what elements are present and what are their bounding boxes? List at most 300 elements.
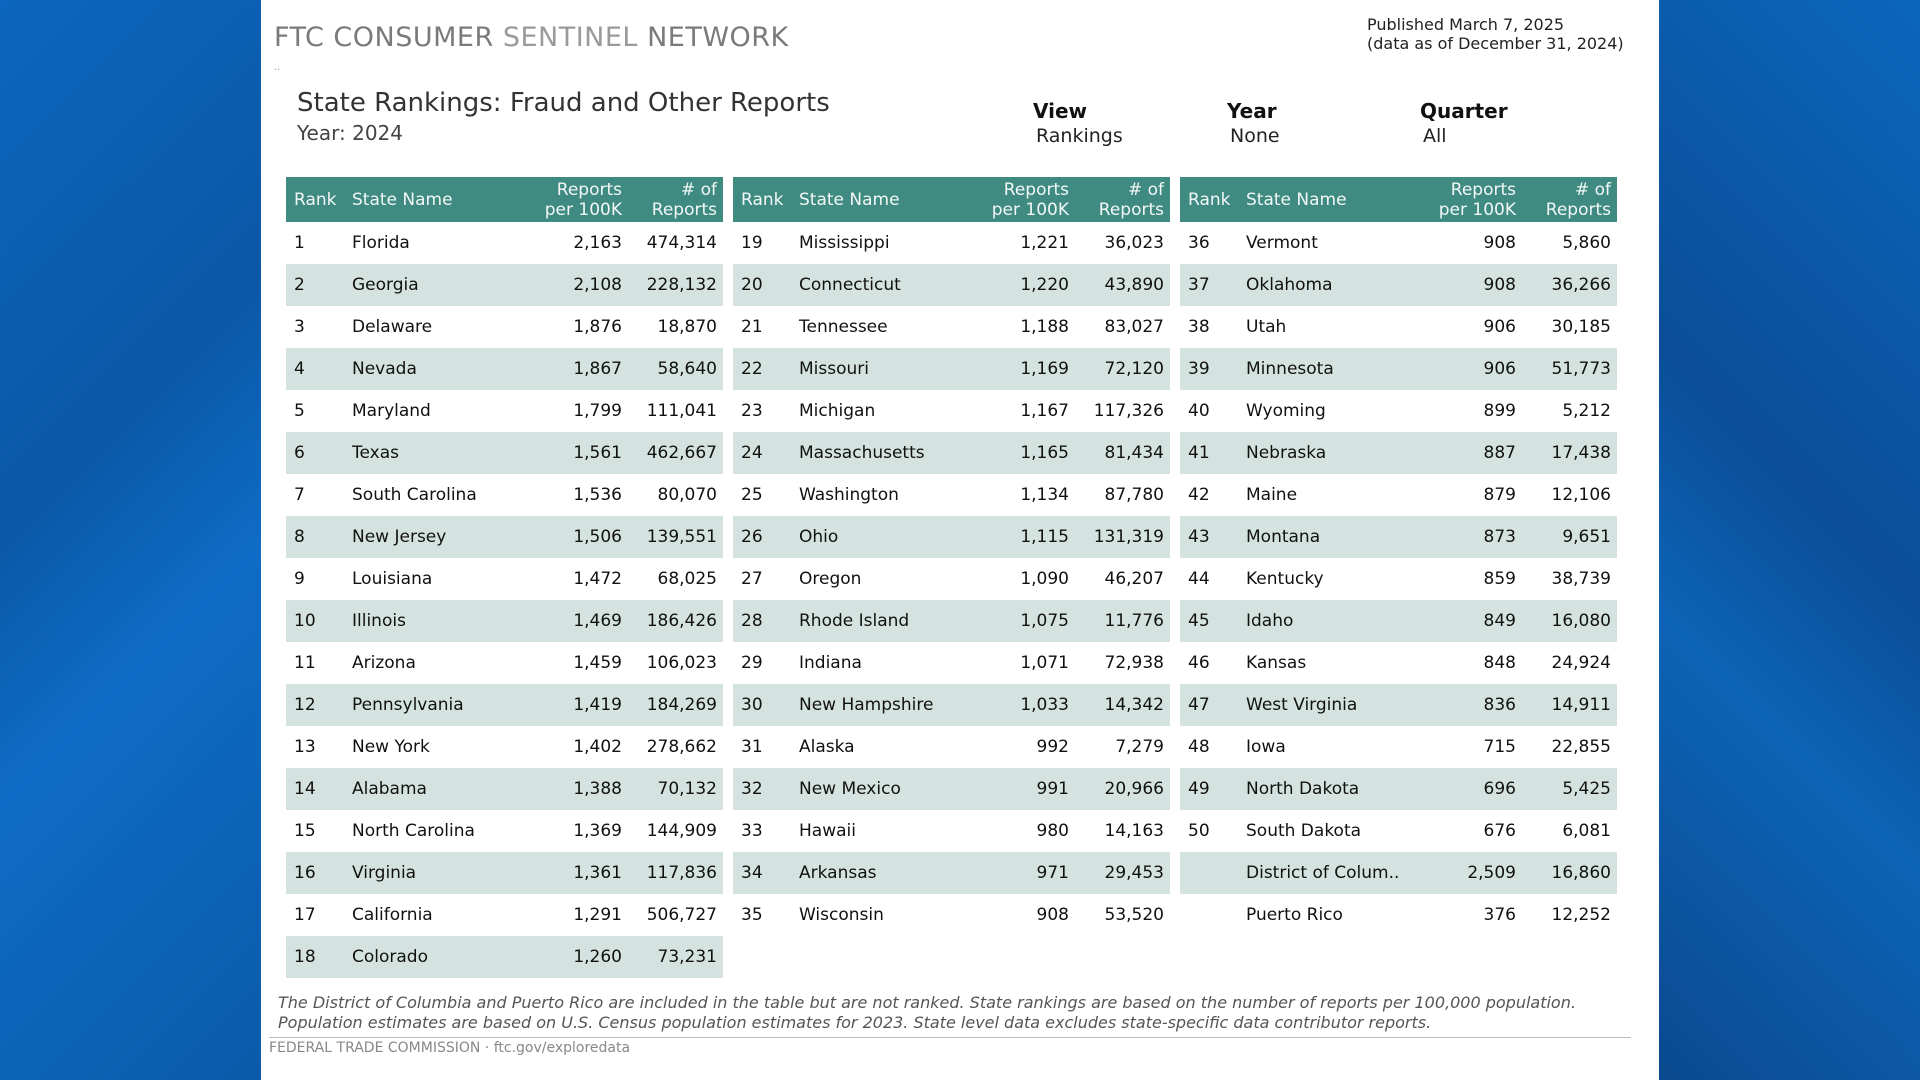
cell-number-of-reports: 106,023 — [646, 653, 717, 673]
cell-reports-per-100k: 1,188 — [1020, 317, 1069, 337]
cell-rank: 2 — [286, 264, 352, 306]
cell-rank: 8 — [286, 516, 352, 558]
header-number-of-reports[interactable] — [1075, 177, 1170, 222]
cell-state-name: Massachusetts — [799, 432, 969, 474]
header-number-of-reports-text: # of — [1127, 179, 1164, 200]
cell-number-of-reports: 14,342 — [1075, 684, 1170, 726]
header-rank[interactable] — [286, 177, 352, 222]
cell-number-of-reports: 73,231 — [628, 936, 723, 978]
cell-rank: 26 — [733, 516, 799, 558]
cell-number-of-reports: 12,106 — [1551, 485, 1611, 505]
table-row[interactable] — [286, 726, 723, 768]
cell-reports-per-100k: 676 — [1483, 821, 1516, 841]
cell-reports-per-100k: 715 — [1483, 737, 1516, 757]
cell-reports-per-100k: 1,472 — [573, 569, 622, 589]
cell-state-name: Minnesota — [1246, 348, 1416, 390]
table-row[interactable] — [286, 222, 723, 264]
cell-state-name: New York — [352, 737, 430, 757]
header-state-name[interactable] — [352, 177, 522, 222]
cell-reports-per-100k: 908 — [1416, 264, 1522, 306]
cell-rank: 16 — [286, 852, 352, 894]
table-row[interactable] — [733, 600, 1170, 642]
cell-rank — [1180, 894, 1246, 936]
cell-reports-per-100k: 1,402 — [573, 737, 622, 757]
cell-rank: 19 — [741, 233, 763, 253]
cell-rank: 34 — [733, 852, 799, 894]
cell-rank: 46 — [1188, 653, 1210, 673]
cell-rank: 42 — [1188, 485, 1210, 505]
cell-rank: 22 — [733, 348, 799, 390]
rankings-table-3 — [1180, 177, 1617, 936]
table-row[interactable] — [1180, 348, 1617, 390]
cell-reports-per-100k: 1,388 — [522, 768, 628, 810]
cell-rank: 30 — [733, 684, 799, 726]
cell-reports-per-100k: 1,075 — [969, 600, 1075, 642]
cell-rank: 32 — [733, 768, 799, 810]
cell-state-name: North Dakota — [1246, 768, 1416, 810]
cell-state-name: Iowa — [1246, 737, 1286, 757]
title-block — [297, 88, 830, 145]
table-row[interactable] — [733, 264, 1170, 306]
cell-rank: 21 — [741, 317, 763, 337]
cell-number-of-reports: 30,185 — [1551, 317, 1611, 337]
cell-rank: 33 — [741, 821, 763, 841]
cell-number-of-reports: 6,081 — [1562, 821, 1611, 841]
header-number-of-reports-text: Reports — [1098, 199, 1164, 220]
background-right — [1659, 0, 1920, 1080]
cell-number-of-reports: 72,938 — [1104, 653, 1164, 673]
cell-reports-per-100k: 980 — [1036, 821, 1069, 841]
cell-state-name: Indiana — [799, 653, 862, 673]
table-row[interactable] — [733, 642, 1170, 684]
table-row[interactable] — [1180, 222, 1617, 264]
cell-number-of-reports: 70,132 — [628, 768, 723, 810]
header-number-of-reports-text: # of — [1574, 179, 1611, 200]
cell-reports-per-100k: 1,169 — [969, 348, 1075, 390]
table-row[interactable] — [1180, 390, 1617, 432]
table-header-row — [286, 177, 723, 222]
cell-reports-per-100k: 991 — [969, 768, 1075, 810]
cell-state-name: Alabama — [352, 768, 522, 810]
rankings-table-2 — [733, 177, 1170, 936]
cell-number-of-reports: 117,326 — [1093, 401, 1164, 421]
background-left — [0, 0, 261, 1080]
cell-reports-per-100k: 1,090 — [1020, 569, 1069, 589]
cell-number-of-reports: 506,727 — [646, 905, 717, 925]
cell-number-of-reports: 278,662 — [646, 737, 717, 757]
cell-reports-per-100k: 859 — [1483, 569, 1516, 589]
table-row[interactable] — [1180, 432, 1617, 474]
published-date: Published March 7, 2025 — [1367, 15, 1565, 34]
cell-number-of-reports: 117,836 — [628, 852, 723, 894]
cell-rank: 17 — [294, 905, 316, 925]
cell-number-of-reports: 228,132 — [628, 264, 723, 306]
cell-state-name: Idaho — [1246, 600, 1416, 642]
page-subtitle: Year: 2024 — [297, 121, 403, 145]
header-reports-per-100k[interactable] — [969, 177, 1075, 222]
cell-state-name: District of Colum.. — [1246, 852, 1416, 894]
cell-reports-per-100k: 1,369 — [573, 821, 622, 841]
filter-quarter-value[interactable]: All — [1423, 125, 1447, 147]
cell-number-of-reports: 5,212 — [1562, 401, 1611, 421]
header-reports-per-100k-text: per 100K — [1438, 199, 1516, 220]
cell-state-name: South Carolina — [352, 485, 477, 505]
cell-number-of-reports: 139,551 — [628, 516, 723, 558]
cell-reports-per-100k: 849 — [1416, 600, 1522, 642]
cell-number-of-reports: 51,773 — [1522, 348, 1617, 390]
cell-number-of-reports: 80,070 — [657, 485, 717, 505]
cell-rank: 44 — [1188, 569, 1210, 589]
cell-reports-per-100k: 1,221 — [1020, 233, 1069, 253]
cell-number-of-reports: 111,041 — [646, 401, 717, 421]
cell-number-of-reports: 14,163 — [1104, 821, 1164, 841]
table-row[interactable] — [1180, 600, 1617, 642]
cell-number-of-reports: 12,252 — [1551, 905, 1611, 925]
cell-number-of-reports: 9,651 — [1522, 516, 1617, 558]
cell-rank: 36 — [1188, 233, 1210, 253]
cell-reports-per-100k: 1,536 — [573, 485, 622, 505]
brand-part3: NETWORK — [647, 22, 789, 53]
filter-view[interactable] — [1033, 99, 1123, 147]
cell-state-name: Georgia — [352, 264, 522, 306]
cell-number-of-reports: 11,776 — [1075, 600, 1170, 642]
cell-number-of-reports: 38,739 — [1551, 569, 1611, 589]
cell-rank: 9 — [294, 569, 305, 589]
table-row[interactable] — [1180, 264, 1617, 306]
footer-source: FEDERAL TRADE COMMISSION · ftc.gov/exploredata — [269, 1040, 631, 1056]
filter-quarter-label: Quarter — [1420, 99, 1508, 123]
cell-rank: 39 — [1180, 348, 1246, 390]
cell-number-of-reports: 5,425 — [1522, 768, 1617, 810]
cell-reports-per-100k: 906 — [1416, 348, 1522, 390]
cell-state-name: Alaska — [799, 737, 855, 757]
cell-rank: 45 — [1180, 600, 1246, 642]
table-row[interactable] — [286, 894, 723, 936]
cell-state-name: California — [352, 905, 433, 925]
brand-dots: .. — [274, 62, 281, 73]
cell-rank: 35 — [741, 905, 763, 925]
cell-rank: 40 — [1188, 401, 1210, 421]
cell-state-name: Vermont — [1246, 233, 1318, 253]
cell-state-name: Nevada — [352, 348, 522, 390]
header-rank-text: Rank — [741, 189, 784, 210]
cell-number-of-reports: 53,520 — [1104, 905, 1164, 925]
cell-number-of-reports: 20,966 — [1075, 768, 1170, 810]
table-row[interactable] — [733, 810, 1170, 852]
cell-state-name: Texas — [352, 432, 522, 474]
cell-state-name: Arkansas — [799, 852, 969, 894]
cell-reports-per-100k: 376 — [1483, 905, 1516, 925]
cell-reports-per-100k: 1,071 — [1020, 653, 1069, 673]
header-number-of-reports-text: # of — [680, 179, 717, 200]
cell-state-name: South Dakota — [1246, 821, 1362, 841]
cell-rank: 29 — [741, 653, 763, 673]
cell-rank: 5 — [294, 401, 305, 421]
page-title: State Rankings: Fraud and Other Reports — [297, 88, 830, 118]
header-rank-text: Rank — [1188, 189, 1231, 210]
cell-number-of-reports: 18,870 — [657, 317, 717, 337]
cell-reports-per-100k: 1,115 — [969, 516, 1075, 558]
table-row[interactable] — [286, 558, 723, 600]
cell-reports-per-100k: 696 — [1416, 768, 1522, 810]
cell-number-of-reports: 5,860 — [1562, 233, 1611, 253]
filter-view-value[interactable]: Rankings — [1036, 125, 1123, 147]
rankings-table-1 — [286, 177, 723, 978]
cell-rank: 1 — [294, 233, 305, 253]
cell-number-of-reports: 186,426 — [628, 600, 723, 642]
cell-number-of-reports: 474,314 — [646, 233, 717, 253]
header-rank[interactable] — [1180, 177, 1246, 222]
header-reports-per-100k-text: Reports — [1003, 179, 1069, 200]
cell-number-of-reports: 29,453 — [1075, 852, 1170, 894]
cell-reports-per-100k: 2,509 — [1416, 852, 1522, 894]
cell-rank: 43 — [1180, 516, 1246, 558]
header-state-name-text: State Name — [1246, 189, 1347, 210]
cell-state-name: Ohio — [799, 516, 969, 558]
cell-number-of-reports: 7,279 — [1115, 737, 1164, 757]
table-row[interactable] — [286, 768, 723, 810]
footer-divider — [269, 1037, 1631, 1038]
table-row[interactable] — [1180, 852, 1617, 894]
filter-year-label: Year — [1227, 99, 1277, 123]
header-state-name[interactable] — [1246, 177, 1416, 222]
table-row[interactable] — [733, 684, 1170, 726]
cell-reports-per-100k: 1,876 — [573, 317, 622, 337]
header-reports-per-100k[interactable] — [1416, 177, 1522, 222]
header-reports-per-100k-text: Reports — [1450, 179, 1516, 200]
cell-state-name: Missouri — [799, 348, 969, 390]
table-row[interactable] — [1180, 516, 1617, 558]
cell-state-name: Arizona — [352, 653, 416, 673]
table-row[interactable] — [286, 516, 723, 558]
header-number-of-reports[interactable] — [628, 177, 723, 222]
cell-reports-per-100k: 906 — [1483, 317, 1516, 337]
header-number-of-reports-text: Reports — [1545, 199, 1611, 220]
table-row[interactable] — [286, 936, 723, 978]
header-state-name-text: State Name — [352, 189, 453, 210]
cell-rank: 50 — [1188, 821, 1210, 841]
cell-number-of-reports: 43,890 — [1075, 264, 1170, 306]
cell-number-of-reports: 144,909 — [646, 821, 717, 841]
cell-state-name: New Mexico — [799, 768, 969, 810]
cell-number-of-reports: 184,269 — [628, 684, 723, 726]
cell-reports-per-100k: 1,561 — [522, 432, 628, 474]
cell-rank: 20 — [733, 264, 799, 306]
cell-state-name: Wyoming — [1246, 401, 1326, 421]
table-row[interactable] — [733, 558, 1170, 600]
cell-rank: 41 — [1180, 432, 1246, 474]
cell-state-name: Virginia — [352, 852, 522, 894]
cell-reports-per-100k: 848 — [1483, 653, 1516, 673]
cell-state-name: Rhode Island — [799, 600, 969, 642]
cell-state-name: Hawaii — [799, 821, 856, 841]
table-row[interactable] — [1180, 684, 1617, 726]
header-reports-per-100k[interactable] — [522, 177, 628, 222]
cell-number-of-reports: 68,025 — [657, 569, 717, 589]
cell-rank: 12 — [286, 684, 352, 726]
cell-number-of-reports: 14,911 — [1522, 684, 1617, 726]
table-row[interactable] — [286, 852, 723, 894]
cell-state-name: Nebraska — [1246, 432, 1416, 474]
cell-state-name: Kentucky — [1246, 569, 1324, 589]
cell-reports-per-100k: 1,361 — [522, 852, 628, 894]
cell-rank: 10 — [286, 600, 352, 642]
cell-state-name: Pennsylvania — [352, 684, 522, 726]
table-row[interactable] — [286, 432, 723, 474]
table-row[interactable] — [733, 222, 1170, 264]
table-row[interactable] — [733, 474, 1170, 516]
header-number-of-reports-text: Reports — [651, 199, 717, 220]
cell-number-of-reports: 462,667 — [628, 432, 723, 474]
table-row[interactable] — [286, 264, 723, 306]
table-row[interactable] — [733, 894, 1170, 936]
dashboard-panel — [261, 0, 1659, 1080]
header-state-name[interactable] — [799, 177, 969, 222]
cell-state-name: Puerto Rico — [1246, 905, 1343, 925]
cell-number-of-reports: 36,266 — [1522, 264, 1617, 306]
header-reports-per-100k-text: per 100K — [991, 199, 1069, 220]
table-header-row — [1180, 177, 1617, 222]
cell-state-name: Illinois — [352, 600, 522, 642]
cell-number-of-reports: 87,780 — [1104, 485, 1164, 505]
table-row[interactable] — [286, 810, 723, 852]
table-row[interactable] — [733, 348, 1170, 390]
cell-reports-per-100k: 1,134 — [1020, 485, 1069, 505]
cell-number-of-reports: 24,924 — [1551, 653, 1611, 673]
cell-reports-per-100k: 887 — [1416, 432, 1522, 474]
cell-rank: 11 — [294, 653, 316, 673]
header-state-name-text: State Name — [799, 189, 900, 210]
cell-rank: 27 — [741, 569, 763, 589]
table-row[interactable] — [1180, 474, 1617, 516]
cell-number-of-reports: 22,855 — [1551, 737, 1611, 757]
cell-number-of-reports: 16,860 — [1522, 852, 1617, 894]
cell-state-name: Washington — [799, 485, 899, 505]
table-row[interactable] — [733, 516, 1170, 558]
footnote: The District of Columbia and Puerto Rico are included in the table but are not ranked. State rankings are based on the number of reports per 100,000 population. Population estimates are based on U.S. Census population estimates for 2023. State level data excludes state-specific data contributor reports. — [278, 993, 1576, 1032]
cell-reports-per-100k: 1,291 — [573, 905, 622, 925]
cell-number-of-reports: 16,080 — [1522, 600, 1617, 642]
table-row[interactable] — [1180, 726, 1617, 768]
cell-number-of-reports: 17,438 — [1522, 432, 1617, 474]
table-row[interactable] — [1180, 306, 1617, 348]
cell-number-of-reports: 58,640 — [628, 348, 723, 390]
header-reports-per-100k-text: per 100K — [544, 199, 622, 220]
cell-state-name: Colorado — [352, 936, 522, 978]
table-row[interactable] — [1180, 894, 1617, 936]
data-as-of: (data as of December 31, 2024) — [1367, 34, 1624, 53]
table-row[interactable] — [286, 306, 723, 348]
filter-view-label: View — [1033, 99, 1088, 123]
cell-state-name: New Jersey — [352, 516, 522, 558]
cell-rank: 47 — [1180, 684, 1246, 726]
table-row[interactable] — [286, 684, 723, 726]
table-row[interactable] — [733, 306, 1170, 348]
cell-reports-per-100k: 879 — [1483, 485, 1516, 505]
table-row[interactable] — [286, 474, 723, 516]
cell-rank: 13 — [294, 737, 316, 757]
table-row[interactable] — [1180, 810, 1617, 852]
cell-state-name: Utah — [1246, 317, 1287, 337]
cell-state-name: Maine — [1246, 485, 1298, 505]
header-number-of-reports[interactable] — [1522, 177, 1617, 222]
cell-reports-per-100k: 992 — [1036, 737, 1069, 757]
cell-rank: 28 — [733, 600, 799, 642]
table-row[interactable] — [1180, 768, 1617, 810]
cell-rank: 24 — [733, 432, 799, 474]
cell-state-name: Montana — [1246, 516, 1416, 558]
cell-rank: 7 — [294, 485, 305, 505]
header-reports-per-100k-text: Reports — [556, 179, 622, 200]
cell-state-name: Maryland — [352, 401, 431, 421]
header-rank-text: Rank — [294, 189, 337, 210]
cell-reports-per-100k: 1,799 — [573, 401, 622, 421]
cell-reports-per-100k: 1,165 — [969, 432, 1075, 474]
cell-rank: 18 — [286, 936, 352, 978]
cell-reports-per-100k: 1,033 — [969, 684, 1075, 726]
cell-state-name: Louisiana — [352, 569, 433, 589]
cell-reports-per-100k: 2,108 — [522, 264, 628, 306]
cell-reports-per-100k: 908 — [1036, 905, 1069, 925]
table-row[interactable] — [733, 768, 1170, 810]
table-row[interactable] — [1180, 558, 1617, 600]
cell-state-name: Wisconsin — [799, 905, 884, 925]
cell-state-name: Michigan — [799, 401, 876, 421]
table-row[interactable] — [286, 390, 723, 432]
cell-reports-per-100k: 836 — [1416, 684, 1522, 726]
cell-state-name: Tennessee — [799, 317, 888, 337]
cell-reports-per-100k: 1,260 — [522, 936, 628, 978]
cell-rank: 48 — [1188, 737, 1210, 757]
header-rank[interactable] — [733, 177, 799, 222]
cell-reports-per-100k: 1,506 — [522, 516, 628, 558]
table-row[interactable] — [733, 852, 1170, 894]
cell-reports-per-100k: 2,163 — [573, 233, 622, 253]
filter-year[interactable] — [1227, 99, 1280, 147]
filter-year-value[interactable]: None — [1230, 125, 1280, 147]
table-row[interactable] — [286, 600, 723, 642]
table-row[interactable] — [286, 348, 723, 390]
filter-quarter[interactable] — [1420, 99, 1508, 147]
brand-part2: SENTINEL — [502, 22, 638, 53]
cell-number-of-reports: 131,319 — [1075, 516, 1170, 558]
cell-reports-per-100k: 1,220 — [969, 264, 1075, 306]
brand-logo — [274, 22, 789, 53]
cell-reports-per-100k: 971 — [969, 852, 1075, 894]
cell-state-name: Connecticut — [799, 264, 969, 306]
published-info — [1367, 15, 1624, 53]
table-row[interactable] — [733, 726, 1170, 768]
cell-state-name: West Virginia — [1246, 684, 1416, 726]
cell-state-name: North Carolina — [352, 821, 475, 841]
cell-reports-per-100k: 908 — [1483, 233, 1516, 253]
table-row[interactable] — [733, 432, 1170, 474]
cell-rank: 37 — [1180, 264, 1246, 306]
table-row[interactable] — [733, 390, 1170, 432]
cell-state-name: Mississippi — [799, 233, 890, 253]
cell-reports-per-100k: 1,459 — [573, 653, 622, 673]
cell-reports-per-100k: 1,867 — [522, 348, 628, 390]
table-row[interactable] — [286, 642, 723, 684]
cell-state-name: Oklahoma — [1246, 264, 1416, 306]
cell-rank — [1180, 852, 1246, 894]
table-row[interactable] — [1180, 642, 1617, 684]
cell-rank: 3 — [294, 317, 305, 337]
cell-rank: 6 — [286, 432, 352, 474]
cell-state-name: Kansas — [1246, 653, 1307, 673]
cell-state-name: Delaware — [352, 317, 433, 337]
table-header-row — [733, 177, 1170, 222]
